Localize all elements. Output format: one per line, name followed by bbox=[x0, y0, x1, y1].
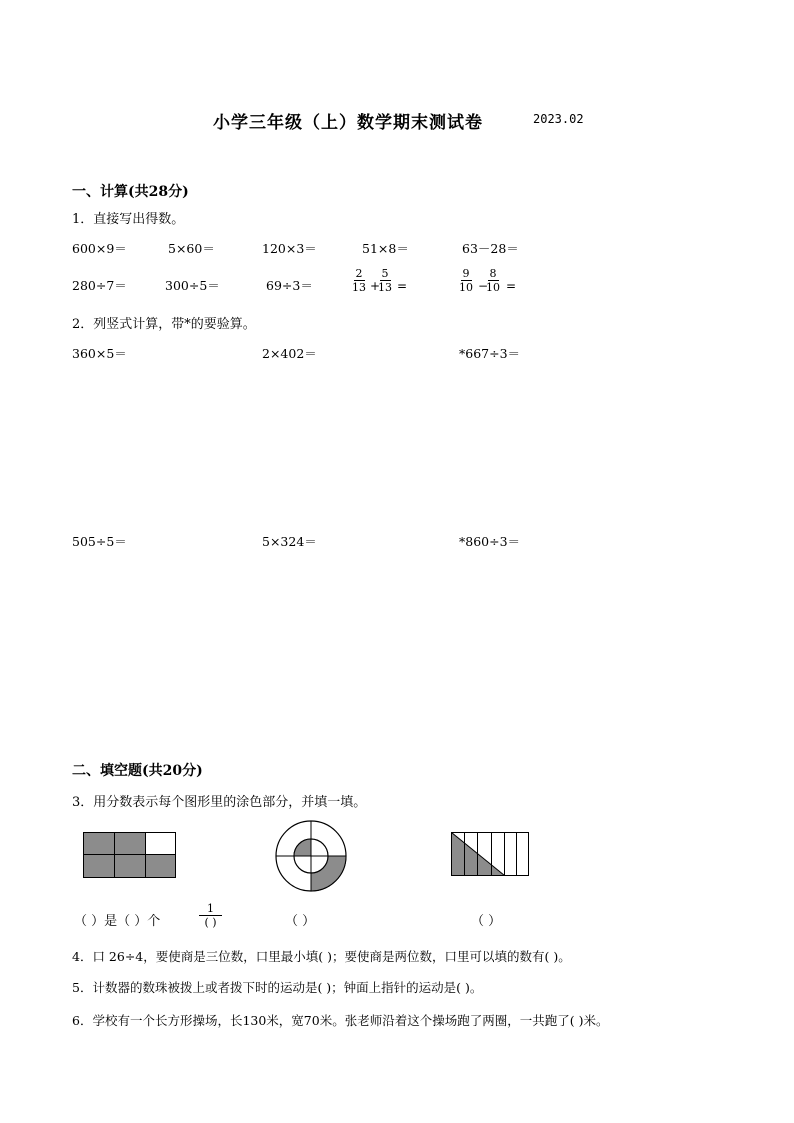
q1-item: 600×9＝ bbox=[72, 241, 127, 256]
plus-sign: + bbox=[370, 279, 381, 293]
q1-text: 1．直接写出得数。 bbox=[72, 212, 185, 227]
q1-item: 280÷7＝ bbox=[72, 278, 127, 293]
q1-item: 69÷3＝ bbox=[266, 278, 313, 293]
q6-text: 6．学校有一个长方形操场，长130米，宽70米。张老师沿着这个操场跑了两圈，一共跑了( )米。 bbox=[72, 1013, 609, 1028]
q4-text: 4．口 26÷4，要使商是三位数，口里最小填( )；要使商是两位数，口里可以填的数有( )。 bbox=[72, 949, 571, 964]
fraction: $\frac{5}{13}$ bbox=[378, 267, 392, 294]
q3-text: 3．用分数表示每个图形里的涂色部分，并填一填。 bbox=[72, 795, 367, 810]
fraction: $\frac{8}{10}$ bbox=[486, 267, 500, 294]
q2-item: *860÷3＝ bbox=[459, 534, 521, 549]
page-title: 小学三年级（上）数学期末测试卷 bbox=[213, 113, 483, 133]
equals-sign: = bbox=[397, 279, 408, 293]
q2-item: 505÷5＝ bbox=[72, 534, 127, 549]
q2-item: 5×324＝ bbox=[262, 534, 317, 549]
q1-item: 5×60＝ bbox=[168, 241, 215, 256]
minus-sign: − bbox=[478, 279, 489, 293]
q3-answer-2: （ ） bbox=[285, 914, 316, 929]
q5-text: 5．计数器的数珠被拨上或者拨下时的运动是( )；钟面上指针的运动是( )。 bbox=[72, 980, 483, 995]
fraction: $\frac{2}{13}$ bbox=[352, 267, 366, 294]
q2-item: *667÷3＝ bbox=[459, 346, 521, 361]
exam-date: 2023.02 bbox=[533, 112, 584, 126]
fraction-blank: 1 ( ) bbox=[199, 902, 222, 929]
ring-circle-figure bbox=[272, 820, 352, 892]
fraction: $\frac{9}{10}$ bbox=[459, 267, 473, 294]
strip-rectangle-figure bbox=[451, 832, 531, 878]
q1-item: 300÷5＝ bbox=[165, 278, 220, 293]
grid-rectangle-figure bbox=[83, 832, 177, 880]
q1-item: 120×3＝ bbox=[262, 241, 317, 256]
q2-item: 360×5＝ bbox=[72, 346, 127, 361]
q1-item: 63－28＝ bbox=[462, 241, 519, 256]
q2-item: 2×402＝ bbox=[262, 346, 317, 361]
section1-heading: 一、计算(共28分) bbox=[72, 184, 189, 200]
q2-text: 2．列竖式计算，带*的要验算。 bbox=[72, 317, 256, 332]
q3-answer-1: （ ）是（ ）个 bbox=[74, 914, 161, 929]
q1-item: 51×8＝ bbox=[362, 241, 409, 256]
section2-heading: 二、填空题(共20分) bbox=[72, 763, 203, 779]
q3-answer-3: （ ） bbox=[471, 914, 502, 929]
equals-sign: = bbox=[506, 279, 517, 293]
